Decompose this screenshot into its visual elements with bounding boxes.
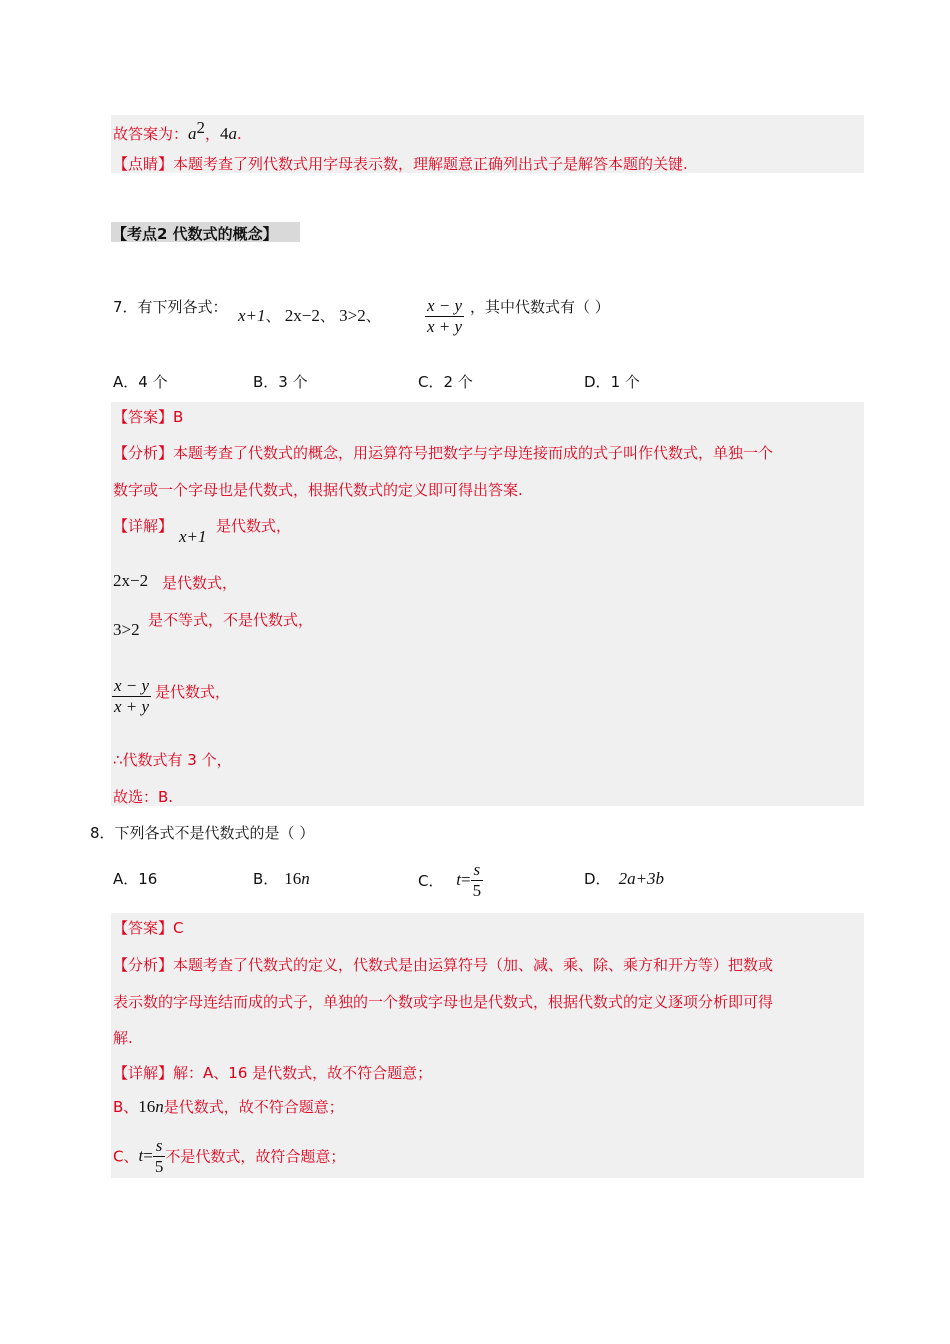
q8-option-c[interactable]: C． t= $\frac{s}{5}$ bbox=[418, 860, 482, 900]
q7-detail3-expr: 3>2 bbox=[113, 620, 140, 639]
q7-option-d[interactable]: D．1 个 bbox=[584, 373, 640, 391]
q7-detail1-text: 是代数式， bbox=[216, 517, 292, 535]
section-heading: 【考点2 代数式的概念】 bbox=[112, 225, 278, 243]
q7-fraction: $\frac{x - y}{x + y}$ bbox=[427, 296, 463, 336]
q7-option-a[interactable]: A．4 个 bbox=[113, 373, 168, 391]
prev-point-line: 【点睛】本题考查了列代数式用字母表示数，理解题意正确列出式子是解答本题的关键. bbox=[113, 155, 688, 173]
q7-detail2-expr: 2x−2 bbox=[113, 571, 149, 590]
q8-detail-b: B、16n是代数式，故不符合题意； bbox=[113, 1097, 344, 1116]
q7-stem-suffix: ，其中代数式有（ ） bbox=[470, 298, 610, 316]
q8-detail-c: C、t= $\frac{s}{5}$ 不是代数式，故符合题意； bbox=[113, 1136, 346, 1176]
q7-expressions: x+1、 2x−2、 3>2、 bbox=[238, 306, 381, 325]
q7-detail4-text: 是代数式， bbox=[155, 683, 231, 701]
q8-option-d[interactable]: D． 2a+3b bbox=[584, 869, 665, 888]
q8-option-b[interactable]: B． 16n bbox=[253, 869, 310, 888]
q7-analysis-line2: 数字或一个字母也是代数式，根据代数式的定义即可得出答案. bbox=[113, 481, 523, 499]
q7-detail3-text: 是不等式，不是代数式， bbox=[148, 611, 314, 629]
q8-stem: 8．下列各式不是代数式的是（ ） bbox=[90, 824, 315, 842]
q7-detail4-frac: $\frac{x - y}{x + y}$ bbox=[114, 676, 150, 716]
q7-option-c[interactable]: C．2 个 bbox=[418, 373, 473, 391]
q7-stem: 7．有下列各式： bbox=[113, 298, 228, 316]
q7-detail-label: 【详解】 bbox=[113, 517, 174, 535]
q8-analysis-line2: 表示数的字母连结而成的式子，单独的一个数或字母也是代数式，根据代数式的定义逐项分析即可得 bbox=[113, 993, 774, 1011]
q8-analysis-line3: 解. bbox=[113, 1029, 133, 1047]
q7-option-b[interactable]: B．3 个 bbox=[253, 373, 308, 391]
q7-detail2-text: 是代数式， bbox=[162, 574, 238, 592]
q8-number: 8． bbox=[90, 824, 115, 842]
q8-option-a[interactable]: A．16 bbox=[113, 870, 158, 888]
q7-choose: 故选：B. bbox=[113, 788, 174, 806]
q8-detail-a: 【详解】解：A、16 是代数式，故不符合题意； bbox=[113, 1064, 433, 1082]
q7-answer: 【答案】B bbox=[113, 408, 184, 426]
q8-answer: 【答案】C bbox=[113, 919, 184, 937]
q8-analysis-line1: 【分析】本题考查了代数式的定义，代数式是由运算符号（加、减、乘、除、乘方和开方等）把数或 bbox=[113, 956, 774, 974]
q7-detail1-expr: x+1 bbox=[179, 527, 207, 546]
q7-analysis-line1: 【分析】本题考查了代数式的概念，用运算符号把数字与字母连接而成的式子叫作代数式，单独一个 bbox=[113, 444, 774, 462]
q7-conclusion: ∴代数式有 3 个， bbox=[113, 751, 232, 769]
q7-number: 7． bbox=[113, 298, 138, 316]
prev-answer-line: 故答案为：$a^2$，4a. bbox=[113, 118, 242, 143]
